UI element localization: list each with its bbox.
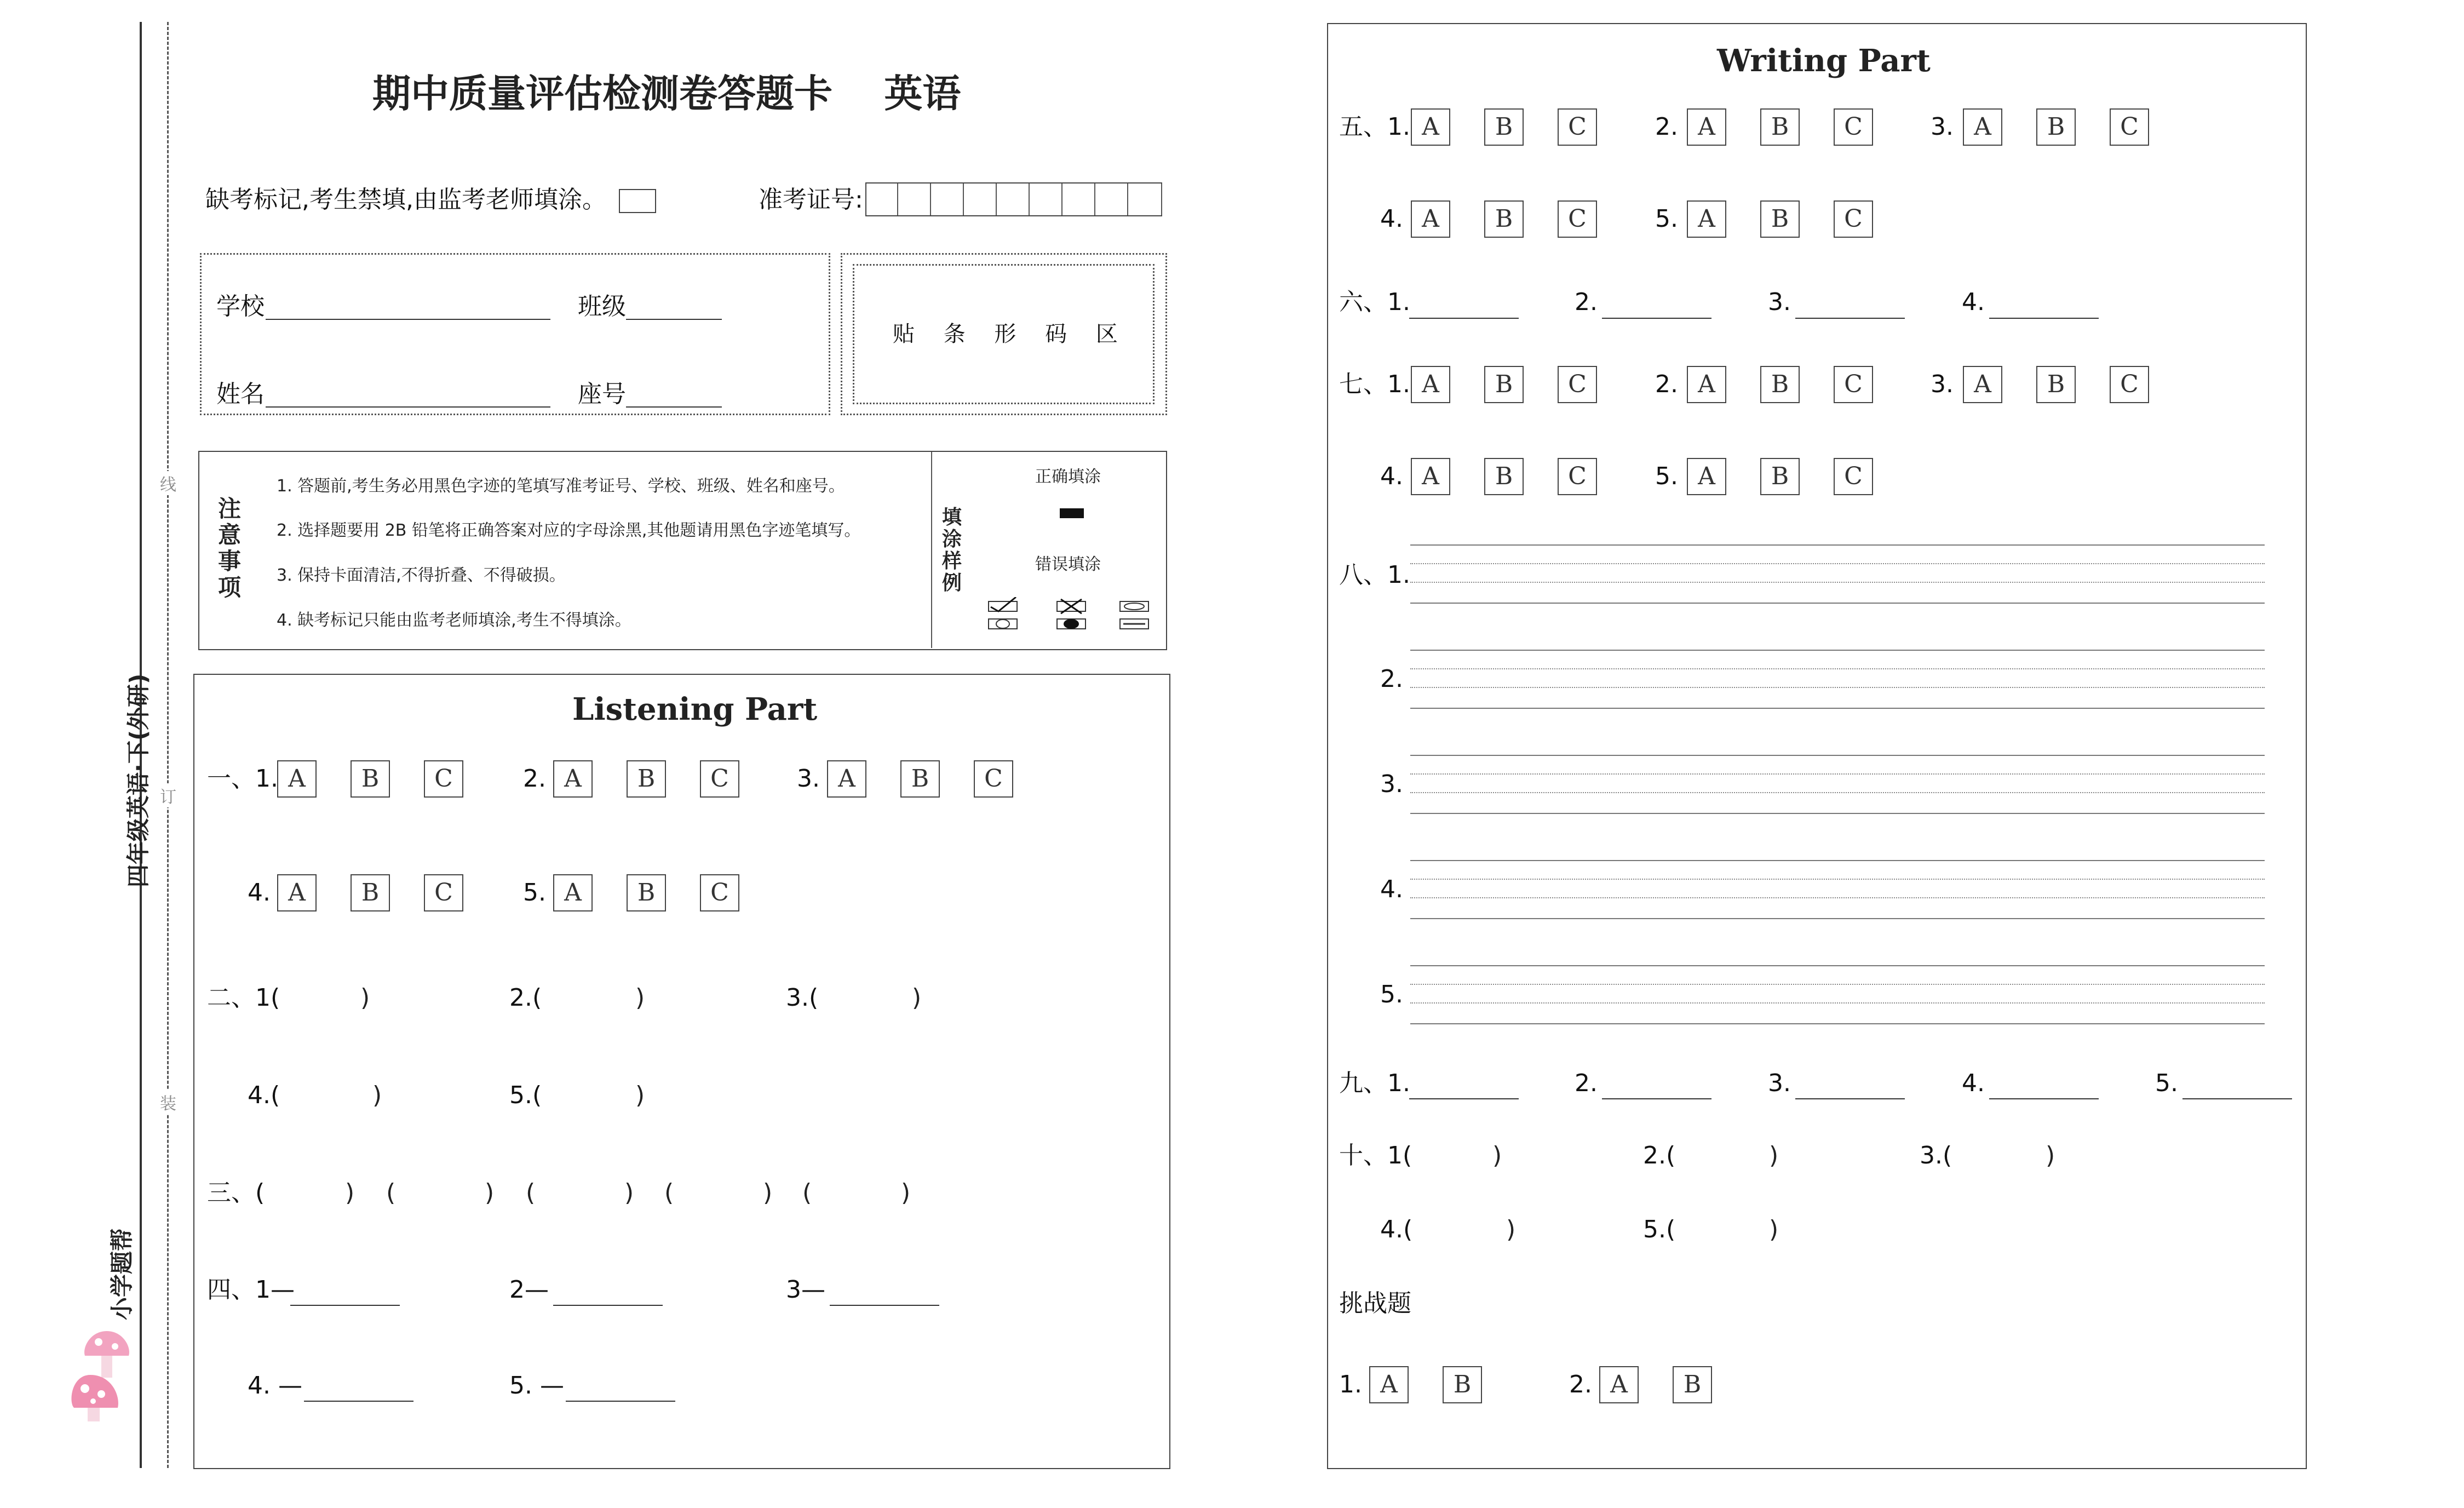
s7-q4-label: 4. bbox=[1380, 462, 1403, 490]
page-title bbox=[372, 63, 961, 118]
s7-q3-option-c[interactable]: C bbox=[2110, 366, 2149, 403]
s7-q4-option-c[interactable]: C bbox=[1558, 458, 1597, 495]
s3-q1-label: 三、( bbox=[207, 1179, 265, 1207]
s1-q3-option-a[interactable]: A bbox=[827, 760, 866, 798]
s10-q2-close: ) bbox=[1769, 1142, 1779, 1169]
school-label: 学校 bbox=[216, 293, 265, 320]
s7-q1-option-c[interactable]: C bbox=[1558, 366, 1597, 403]
s5-q1-option-a[interactable]: A bbox=[1411, 108, 1450, 146]
s9-q1-label: 九、1. bbox=[1339, 1069, 1410, 1097]
s5-q5-option-a[interactable]: A bbox=[1687, 200, 1726, 238]
s8-q2-line-dot1 bbox=[1410, 668, 2265, 669]
s8-q5-label: 5. bbox=[1380, 981, 1403, 1008]
s5-q5-label: 5. bbox=[1655, 205, 1678, 233]
s5-q3-label: 3. bbox=[1931, 113, 1954, 141]
mushroom-logo bbox=[68, 1326, 145, 1424]
s2-q2-label: 2.( bbox=[509, 984, 542, 1012]
s8-q5-line-dot1 bbox=[1410, 984, 2265, 985]
challenge-q1-option-b[interactable]: B bbox=[1443, 1366, 1482, 1403]
s5-q4-option-b[interactable]: B bbox=[1484, 200, 1524, 238]
s8-q3-line-bottom[interactable] bbox=[1410, 813, 2265, 814]
s1-q1-label: 一、1. bbox=[207, 765, 278, 793]
s5-q2-option-a[interactable]: A bbox=[1687, 108, 1726, 146]
s7-q5-option-b[interactable]: B bbox=[1760, 458, 1800, 495]
s8-q5-line-top[interactable] bbox=[1410, 965, 2265, 966]
note-2: 2. 选择题要用 2B 铅笔将正确答案对应的字母涂黑,其他题请用黑色字迹笔填写。 bbox=[277, 521, 861, 540]
s3-q5-close: ) bbox=[901, 1179, 911, 1207]
s9-q3-blank[interactable] bbox=[1795, 1098, 1905, 1099]
s3-q5-open: ( bbox=[802, 1179, 812, 1207]
s4-q1-blank[interactable] bbox=[290, 1305, 400, 1306]
s4-q3-label: 3— bbox=[786, 1276, 825, 1304]
s10-q5-close: ) bbox=[1769, 1215, 1779, 1243]
s8-q4-line-top[interactable] bbox=[1410, 860, 2265, 861]
s1-q3-label: 3. bbox=[797, 765, 820, 793]
s8-q3-line-top[interactable] bbox=[1410, 755, 2265, 756]
seat-field[interactable] bbox=[626, 406, 722, 408]
spine-dashed-line bbox=[167, 22, 169, 1468]
s5-q4-option-a[interactable]: A bbox=[1411, 200, 1450, 238]
title-text: 期中质量评估检测卷答题卡 bbox=[372, 71, 832, 116]
s7-q4-option-b[interactable]: B bbox=[1484, 458, 1524, 495]
spine-grade-label: 四年级英语·下(外研) bbox=[125, 673, 152, 887]
s7-q1-option-a[interactable]: A bbox=[1411, 366, 1450, 403]
notes-heading: 注意事项 bbox=[218, 495, 242, 601]
s5-q2-label: 2. bbox=[1655, 113, 1678, 141]
s7-q3-option-a[interactable]: A bbox=[1963, 366, 2002, 403]
s2-q5-close: ) bbox=[635, 1081, 645, 1109]
s6-q3-blank[interactable] bbox=[1795, 318, 1905, 319]
note-3: 3. 保持卡面清洁,不得折叠、不得破损。 bbox=[277, 566, 566, 585]
s8-q2-line-dot2 bbox=[1410, 687, 2265, 688]
s1-q2-label: 2. bbox=[523, 765, 546, 793]
challenge-q1-option-a[interactable]: A bbox=[1369, 1366, 1409, 1403]
s4-q1-label: 四、1— bbox=[207, 1276, 295, 1304]
s7-q2-option-a[interactable]: A bbox=[1687, 366, 1726, 403]
s9-q4-blank[interactable] bbox=[1989, 1098, 2099, 1099]
notes-divider bbox=[931, 452, 932, 648]
correct-fill-label: 正确填涂 bbox=[1035, 467, 1101, 486]
s3-q3-open: ( bbox=[526, 1179, 536, 1207]
note-1: 1. 答题前,考生务必用黑色字迹的笔填写准考证号、学校、班级、姓名和座号。 bbox=[277, 477, 845, 496]
s7-q5-option-a[interactable]: A bbox=[1687, 458, 1726, 495]
student-info-box bbox=[200, 253, 830, 415]
class-field[interactable] bbox=[626, 319, 722, 320]
absent-label: 缺考标记,考生禁填,由监考老师填涂。 bbox=[205, 186, 606, 214]
s10-q3-close: ) bbox=[2046, 1142, 2055, 1169]
s8-q2-label: 2. bbox=[1380, 665, 1403, 693]
fill-example-heading: 填涂样例 bbox=[942, 506, 962, 594]
s8-q1-label: 八、1. bbox=[1339, 561, 1410, 589]
s1-q5-label: 5. bbox=[523, 879, 546, 907]
spine-brand-label: 小学题帮 bbox=[108, 1228, 135, 1320]
wrong-fill-label: 错误填涂 bbox=[1035, 555, 1101, 574]
subject-text: 英语 bbox=[884, 71, 961, 116]
seat-label: 座号 bbox=[578, 380, 626, 408]
s10-q2-label: 2.( bbox=[1643, 1142, 1676, 1169]
s8-q3-label: 3. bbox=[1380, 770, 1403, 798]
spine-line-mark: 线 bbox=[160, 471, 176, 495]
exam-id-label: 准考证号: bbox=[759, 186, 863, 214]
writing-title: Writing Part bbox=[1717, 43, 1931, 79]
s5-q3-option-b[interactable]: B bbox=[2036, 108, 2076, 146]
absent-mark-box[interactable] bbox=[619, 189, 656, 213]
s8-q5-line-dot2 bbox=[1410, 1002, 2265, 1004]
s5-q1-option-c[interactable]: C bbox=[1558, 108, 1597, 146]
s2-q1-label: 二、1( bbox=[207, 984, 280, 1012]
note-4: 4. 缺考标记只能由监考老师填涂,考生不得填涂。 bbox=[277, 611, 631, 630]
s5-q5-option-b[interactable]: B bbox=[1760, 200, 1800, 238]
s8-q4-line-dot2 bbox=[1410, 897, 2265, 898]
s2-q1-close: ) bbox=[360, 984, 370, 1012]
s8-q1-line-top[interactable] bbox=[1410, 544, 2265, 546]
writing-box bbox=[1327, 23, 2307, 1469]
s4-q4-label: 4. — bbox=[248, 1372, 302, 1400]
s1-q1-option-b[interactable]: B bbox=[351, 760, 390, 798]
s10-q1-label: 十、1( bbox=[1339, 1142, 1412, 1169]
challenge-q1-label: 1. bbox=[1339, 1371, 1362, 1398]
s9-q5-label: 5. bbox=[2155, 1069, 2178, 1097]
s9-q5-blank[interactable] bbox=[2182, 1098, 2292, 1099]
listening-title: Listening Part bbox=[572, 691, 818, 727]
s3-q4-close: ) bbox=[763, 1179, 773, 1207]
challenge-q2-label: 2. bbox=[1569, 1371, 1592, 1398]
s1-q5-option-b[interactable]: B bbox=[627, 874, 666, 911]
s1-q5-option-c[interactable]: C bbox=[700, 874, 739, 911]
s2-q4-label: 4.( bbox=[248, 1081, 280, 1109]
s9-q2-label: 2. bbox=[1575, 1069, 1598, 1097]
s10-q5-label: 5.( bbox=[1643, 1215, 1676, 1243]
s5-q2-option-c[interactable]: C bbox=[1834, 108, 1873, 146]
challenge-q2-option-a[interactable]: A bbox=[1599, 1366, 1639, 1403]
s8-q3-line-dot1 bbox=[1410, 773, 2265, 775]
s1-q2-option-c[interactable]: C bbox=[700, 760, 739, 798]
s1-q1-option-a[interactable]: A bbox=[277, 760, 317, 798]
s4-q5-label: 5. — bbox=[509, 1372, 564, 1400]
s1-q2-option-b[interactable]: B bbox=[627, 760, 666, 798]
s4-q5-blank[interactable] bbox=[566, 1401, 675, 1402]
s6-q4-label: 4. bbox=[1962, 288, 1985, 316]
s5-q4-option-c[interactable]: C bbox=[1558, 200, 1597, 238]
s8-q4-line-bottom[interactable] bbox=[1410, 918, 2265, 919]
s3-q4-open: ( bbox=[664, 1179, 674, 1207]
s9-q3-label: 3. bbox=[1768, 1069, 1791, 1097]
s7-q2-option-b[interactable]: B bbox=[1760, 366, 1800, 403]
s6-q1-label: 六、1. bbox=[1339, 288, 1410, 316]
s7-q5-label: 5. bbox=[1655, 462, 1678, 490]
s5-q3-option-a[interactable]: A bbox=[1963, 108, 2002, 146]
s7-q3-label: 3. bbox=[1931, 370, 1954, 398]
s4-q3-blank[interactable] bbox=[830, 1305, 939, 1306]
s3-q2-close: ) bbox=[485, 1179, 495, 1207]
name-label: 姓名 bbox=[216, 380, 265, 408]
s4-q4-blank[interactable] bbox=[304, 1401, 413, 1402]
s6-q2-blank[interactable] bbox=[1602, 318, 1711, 319]
s1-q3-option-c[interactable]: C bbox=[974, 760, 1013, 798]
spine-zhuang-mark: 装 bbox=[160, 1090, 176, 1114]
listening-box bbox=[193, 674, 1170, 1469]
s8-q5-line-bottom[interactable] bbox=[1410, 1023, 2265, 1024]
s2-q3-label: 3.( bbox=[786, 984, 819, 1012]
s4-q2-label: 2— bbox=[509, 1276, 549, 1304]
s5-q3-option-c[interactable]: C bbox=[2110, 108, 2149, 146]
s5-q2-option-b[interactable]: B bbox=[1760, 108, 1800, 146]
s7-q4-option-a[interactable]: A bbox=[1411, 458, 1450, 495]
s8-q1-line-dot1 bbox=[1410, 563, 2265, 564]
s7-q2-option-c[interactable]: C bbox=[1834, 366, 1873, 403]
wrong-fill-marks bbox=[983, 597, 1164, 635]
s1-q2-option-a[interactable]: A bbox=[553, 760, 593, 798]
s1-q3-option-b[interactable]: B bbox=[900, 760, 940, 798]
s9-q1-blank[interactable] bbox=[1409, 1098, 1519, 1099]
s7-q3-option-b[interactable]: B bbox=[2036, 366, 2076, 403]
s10-q4-close: ) bbox=[1506, 1215, 1516, 1243]
s6-q4-blank[interactable] bbox=[1989, 318, 2099, 319]
school-field[interactable] bbox=[266, 319, 550, 320]
s10-q1-close: ) bbox=[1492, 1142, 1502, 1169]
s8-q2-line-top[interactable] bbox=[1410, 650, 2265, 651]
s6-q1-blank[interactable] bbox=[1409, 318, 1519, 319]
s6-q2-label: 2. bbox=[1575, 288, 1598, 316]
s8-q2-line-bottom[interactable] bbox=[1410, 708, 2265, 709]
challenge-q2-option-b[interactable]: B bbox=[1673, 1366, 1712, 1403]
s7-q5-option-c[interactable]: C bbox=[1834, 458, 1873, 495]
name-field[interactable] bbox=[266, 406, 550, 408]
s2-q3-close: ) bbox=[912, 984, 922, 1012]
s3-q3-close: ) bbox=[624, 1179, 634, 1207]
s10-q4-label: 4.( bbox=[1380, 1215, 1413, 1243]
s5-q1-label: 五、1. bbox=[1339, 113, 1410, 141]
s1-q4-label: 4. bbox=[248, 879, 271, 907]
s7-q1-option-b[interactable]: B bbox=[1484, 366, 1524, 403]
s8-q1-line-bottom[interactable] bbox=[1410, 603, 2265, 604]
s2-q2-close: ) bbox=[635, 984, 645, 1012]
s9-q2-blank[interactable] bbox=[1602, 1098, 1711, 1099]
s6-q3-label: 3. bbox=[1768, 288, 1791, 316]
s3-q1-close: ) bbox=[345, 1179, 355, 1207]
s1-q4-option-c[interactable]: C bbox=[424, 874, 463, 911]
s7-q1-label: 七、1. bbox=[1339, 370, 1410, 398]
s3-q2-open: ( bbox=[386, 1179, 396, 1207]
barcode-label: 贴 条 形 码 区 bbox=[893, 322, 1129, 347]
s9-q4-label: 4. bbox=[1962, 1069, 1985, 1097]
s5-q1-option-b[interactable]: B bbox=[1484, 108, 1524, 146]
s4-q2-blank[interactable] bbox=[553, 1305, 663, 1306]
s7-q2-label: 2. bbox=[1655, 370, 1678, 398]
s8-q4-line-dot1 bbox=[1410, 879, 2265, 880]
s5-q5-option-c[interactable]: C bbox=[1834, 200, 1873, 238]
challenge-label: 挑战题 bbox=[1339, 1289, 1411, 1317]
correct-fill-mark bbox=[1060, 508, 1084, 518]
s1-q4-option-b[interactable]: B bbox=[351, 874, 390, 911]
class-label: 班级 bbox=[578, 293, 626, 320]
s8-q3-line-dot2 bbox=[1410, 792, 2265, 793]
s10-q3-label: 3.( bbox=[1920, 1142, 1952, 1169]
s8-q1-line-dot2 bbox=[1410, 582, 2265, 583]
s2-q4-close: ) bbox=[372, 1081, 382, 1109]
s5-q4-label: 4. bbox=[1380, 205, 1403, 233]
s2-q5-label: 5.( bbox=[509, 1081, 542, 1109]
s8-q4-label: 4. bbox=[1380, 875, 1403, 903]
s1-q5-option-a[interactable]: A bbox=[553, 874, 593, 911]
s1-q1-option-c[interactable]: C bbox=[424, 760, 463, 798]
exam-id-input[interactable] bbox=[865, 182, 1162, 216]
spine-ding-mark: 订 bbox=[160, 783, 176, 807]
s1-q4-option-a[interactable]: A bbox=[277, 874, 317, 911]
